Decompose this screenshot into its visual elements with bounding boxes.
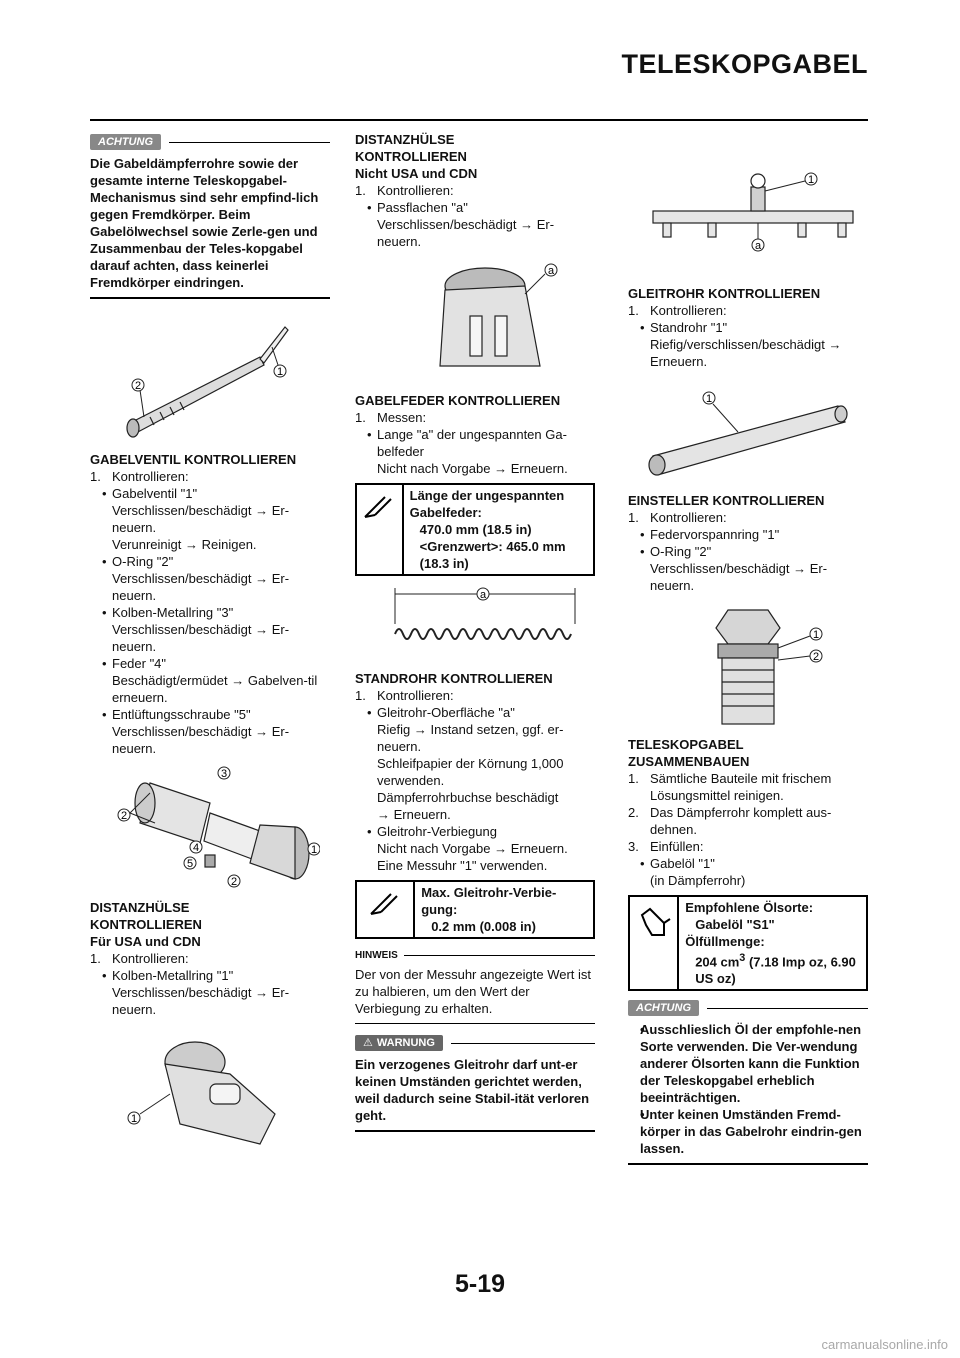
step-text: Kontrollieren: (650, 510, 727, 525)
spec-value-volume: 204 cm (695, 954, 740, 970)
bullet-item: • Lange "a" der ungespannten Ga-belfeder (355, 426, 595, 460)
item-text: Riefig → Instand setzen, ggf. er-neuern. (377, 722, 564, 754)
section-heading: GLEITROHR KONTROLLIEREN (628, 286, 821, 301)
spec-value-conversion: (7.18 Imp oz, 6.90 US oz) (695, 954, 856, 987)
warnung-label: WARNUNG (376, 1037, 435, 1049)
achtung-notice-oil (628, 999, 868, 1165)
item-text: Nicht nach Vorgabe → Erneuern. (377, 461, 568, 476)
item-text: Verschlissen/beschädigt → Er-neuern. (112, 503, 290, 535)
spec-value: 470.0 mm (18.5 in) (419, 522, 532, 537)
callout-a: a (547, 265, 555, 277)
step-text: Messen: (377, 410, 427, 425)
item-text: Verschlissen/beschädigt → Er-neuern. (650, 561, 828, 593)
bullet-item: • Feder "4" (90, 655, 330, 672)
achtung-badge: ACHTUNG (628, 1000, 699, 1016)
section-heading: ZUSAMMENBAUEN (628, 754, 750, 769)
spec-value: Gabelöl "S1" (695, 917, 775, 932)
callout-1: 1 (310, 844, 318, 856)
hinweis-notice (355, 947, 595, 1024)
notice-rule (404, 955, 595, 956)
step-text: Kontrollieren: (112, 469, 189, 484)
achtung-text: Die Gabeldämpferrohre sowie der gesamte interne Teleskopgabel-Mechanismus sind sehr empfind-lich gegen Fremdkörper. Beim Gabelölwechsel sowie Zerle-gen und Zusammenbau der Teles-kopgabel darauf achten, dass keinerlei Fremdkörper eindringen. (90, 151, 330, 299)
column-3: 1 a GLEITROHR KONTROLLIEREN 1. Kontrollieren: • Standrohr "1" Riefig/verschlissen/beschädigt → Erneuern. 1 EINSTELLER KONTROLLIEREN 1. Kontrollieren: • Federvorspannring "1" • O-Ring "2" Verschlissen/beschädigt → Er-neuern. 1 2 TELESKOPGABEL ZUSAMMENBAUEN 1. Sämtliche Bauteile mit frischem Lösungsmittel reinigen. 2. Das Dämpferrohr komplett aus-dehnen. 3. Einfüllen: • Gabelöl "1" (in Dämpferrohr) Empfohlene Ölsorte: Gabelöl "S1" Ölfüllmenge: 204 $cm^3$ (7.18 Imp oz, 6.90 US oz) ACHTUNG • Ausschlieslich Öl der empfohle-nen Sorte verwenden. Die Ver-wendung anderer Ölsorten kann die Funktion der Teleskopgabel erheblich beeinträchtigen. • Unter keinen Umständen Fremd-körper in das Gabelrohr eindrin-gen lassen. (628, 131, 868, 1165)
callout-a: a (479, 589, 487, 601)
gleitrohr-messung-figure (633, 151, 863, 279)
bullet-item: • Kolben-Metallring "1" (90, 967, 330, 984)
standrohr-figure (633, 376, 863, 486)
achtung-bullet: • Ausschlieslich Öl der empfohle-nen Sorte verwenden. Die Ver-wendung anderer Ölsorten kann die Funktion der Teleskopgabel erheblich beeinträchtigen. (628, 1021, 868, 1106)
measure-icon (357, 485, 404, 574)
item-text: Eine Messuhr "1" verwenden. (377, 858, 548, 873)
distanzhuelse-figure (110, 1024, 310, 1154)
callout-1: 1 (812, 629, 820, 641)
gabelventil-figure (110, 305, 310, 445)
step-text: Einfüllen: (650, 839, 704, 854)
bullet-item: • Gleitrohr-Oberfläche "a" (355, 704, 595, 721)
spec-value: 0.2 mm (0.008 in) (431, 919, 536, 934)
item-text: Verschlissen/beschädigt → Er-neuern. (112, 724, 290, 756)
item-text: Verunreinigt → Reinigen. (112, 537, 257, 552)
step-text: Kontrollieren: (377, 688, 454, 703)
callout-1: 1 (705, 393, 713, 405)
callout-1: 1 (807, 174, 815, 186)
item-text: Verschlissen/beschädigt → Er-neuern. (112, 622, 290, 654)
step-text: Kontrollieren: (112, 951, 189, 966)
measure-icon (357, 882, 415, 937)
spec-box-gabeloel (628, 895, 868, 991)
bullet-item: • Gabelventil "1" (90, 485, 330, 502)
oil-can-icon (630, 897, 679, 989)
section-heading: DISTANZHÜLSE (90, 900, 190, 915)
spec-box-federlaenge (355, 483, 595, 576)
achtung-badge: ACHTUNG (90, 134, 161, 150)
notice-rule (451, 1043, 595, 1044)
spec-title: Empfohlene Ölsorte: (685, 900, 814, 915)
section-heading: DISTANZHÜLSE (355, 132, 455, 147)
callout-2: 2 (134, 380, 142, 392)
notice-rule (169, 142, 330, 143)
bullet-item: • O-Ring "2" (628, 543, 868, 560)
item-text: → Erneuern. (377, 807, 451, 822)
section-heading: KONTROLLIEREN (90, 917, 202, 932)
item-text: Schleifpapier der Körnung 1,000 verwenden. (377, 756, 564, 788)
watermark: carmanualsonline.info (821, 1337, 948, 1352)
warnung-text: Ein verzogenes Gleitrohr darf unt-er keinen Umständen gerichtet werden, weil dadurch seine Stabil-ität verloren geht. (355, 1052, 595, 1132)
bullet-item: • Gleitrohr-Verbiegung (355, 823, 595, 840)
section-heading: TELESKOPGABEL (628, 737, 744, 752)
section-heading: GABELVENTIL KONTROLLIEREN (90, 452, 297, 467)
callout-4: 4 (192, 842, 200, 854)
kolben-figure (100, 763, 320, 893)
passflachen-figure (375, 256, 575, 386)
callout-2: 2 (120, 810, 128, 822)
item-text: (in Dämpferrohr) (650, 873, 746, 888)
item-text: Verschlissen/beschädigt → Er-neuern. (377, 217, 555, 249)
step-text: Sämtliche Bauteile mit frischem Lösungsmittel reinigen. (650, 771, 832, 803)
item-text: Dämpferrohrbuchse beschädigt (377, 790, 559, 805)
section-heading: GABELFEDER KONTROLLIEREN (355, 393, 561, 408)
spec-title: Max. Gleitrohr-Verbie-gung: (421, 885, 557, 917)
gabelfeder-figure (365, 584, 585, 664)
bullet-item: • Federvorspannring "1" (628, 526, 868, 543)
spec-title: Ölfüllmenge: (685, 934, 765, 949)
bullet-item: • Passflachen "a" (355, 199, 595, 216)
step-text: Kontrollieren: (650, 303, 727, 318)
step-text: Das Dämpferrohr komplett aus-dehnen. (650, 805, 832, 837)
notice-rule (707, 1008, 868, 1009)
item-text: Riefig/verschlissen/beschädigt → Erneuern. (650, 337, 842, 369)
section-subheading: Für USA und CDN (90, 934, 201, 949)
hinweis-label: HINWEIS (355, 950, 398, 961)
section-heading: KONTROLLIEREN (355, 149, 467, 164)
column-1: ACHTUNG Die Gabeldämpferrohre sowie der gesamte interne Teleskopgabel-Mechanismus sind sehr empfind-lich gegen Fremdkörper. Beim Gabelölwechsel sowie Zerle-gen und Zusammenbau der Teles-kopgabel darauf achten, dass keinerlei Fremdkörper eindringen. 2 1 GABELVENTIL KONTROLLIEREN 1. Kontrollieren: • Gabelventil "1" Verschlissen/beschädigt → Er-neuern. Verunreinigt → Reinigen. • O-Ring "2" Verschlissen/beschädigt → Er-neuern. • Kolben-Metallring "3" Verschlissen/beschädigt → Er-neuern. • Feder "4" Beschädigt/ermüdet → Gabelven-til erneuern. • Entlüftungsschraube "5" Verschlissen/beschädigt → Er-neuern. 2 3 4 5 2 1 DISTANZHÜLSE KONTROLLIEREN Für USA und CDN 1. Kontrollieren: • Kolben-Metallring "1" Verschlissen/beschädigt → Er-neuern. 1 (90, 131, 330, 1160)
bullet-item: • O-Ring "2" (90, 553, 330, 570)
item-text: Verschlissen/beschädigt → Er-neuern. (112, 985, 290, 1017)
bullet-item: • Kolben-Metallring "3" (90, 604, 330, 621)
section-heading: STANDROHR KONTROLLIEREN (355, 671, 553, 686)
callout-2: 2 (812, 651, 820, 663)
item-text: Verschlissen/beschädigt → Er-neuern. (112, 571, 290, 603)
warnung-badge (355, 1035, 443, 1051)
achtung-bullet: • Unter keinen Umständen Fremd-körper in das Gabelrohr eindrin-gen lassen. (628, 1106, 868, 1157)
column-2: DISTANZHÜLSE KONTROLLIEREN Nicht USA und CDN 1. Kontrollieren: • Passflachen "a" Verschlissen/beschädigt → Er-neuern. a GABELFEDER KONTROLLIEREN 1. Messen: • Lange "a" der ungespannten Ga-belfeder Nicht nach Vorgabe → Erneuern. Länge der ungespannten Gabelfeder: 470.0 mm (18.5 in) <Grenzwert>: 465.0 mm (18.3 in) a STANDROHR KONTROLLIEREN 1. Kontrollieren: • Gleitrohr-Oberfläche "a" Riefig → Instand setzen, ggf. er-neuern. Schleifpapier der Körnung 1,000 verwenden. Dämpferrohrbuchse beschädigt → Erneuern. • Gleitrohr-Verbiegung Nicht nach Vorgabe → Erneuern. Eine Messuhr "1" verwenden. Max. Gleitrohr-Verbie-gung: 0.2 mm (0.008 in) HINWEIS Der von der Messuhr angezeigte Wert ist zu halbieren, um den Wert der Verbiegung zu erhalten. ⚠ WARNUNG Ein verzogenes Gleitrohr darf unt-er keinen Umständen gerichtet werden, weil dadurch seine Stabil-ität verloren geht. (355, 131, 595, 1132)
warnung-notice (355, 1034, 595, 1132)
spec-box-verbiegung (355, 880, 595, 939)
header-rule (90, 119, 868, 121)
callout-5: 5 (186, 858, 194, 870)
bullet-item: • Gabelöl "1" (628, 855, 868, 872)
hinweis-text: Der von der Messuhr angezeigte Wert ist zu halbieren, um den Wert der Verbiegung zu erhalten. (355, 964, 595, 1024)
bullet-item: • Standrohr "1" (628, 319, 868, 336)
step-text: Kontrollieren: (377, 183, 454, 198)
callout-3: 3 (220, 768, 228, 780)
spec-value (685, 950, 860, 987)
callout-1: 1 (276, 366, 284, 378)
achtung-notice (90, 133, 330, 299)
page-title: TELESKOPGABEL (621, 49, 868, 79)
section-heading: EINSTELLER KONTROLLIEREN (628, 493, 825, 508)
callout-a: a (754, 240, 762, 252)
spec-unit-superscript: 3 (739, 952, 746, 964)
item-text: Beschädigt/ermüdet → Gabelven-til erneuern. (112, 673, 318, 705)
item-text: Nicht nach Vorgabe → Erneuern. (377, 841, 568, 856)
einsteller-figure (648, 600, 848, 730)
spec-title: Länge der ungespannten Gabelfeder: (409, 488, 565, 520)
bullet-item: • Entlüftungsschraube "5" (90, 706, 330, 723)
callout-2: 2 (230, 876, 238, 888)
section-subheading: Nicht USA und CDN (355, 166, 478, 181)
callout-1: 1 (130, 1113, 138, 1125)
page-number: 5-19 (454, 1270, 506, 1298)
warning-triangle-icon: ⚠ (363, 1037, 373, 1049)
spec-limit: <Grenzwert>: 465.0 mm (18.3 in) (419, 539, 566, 571)
